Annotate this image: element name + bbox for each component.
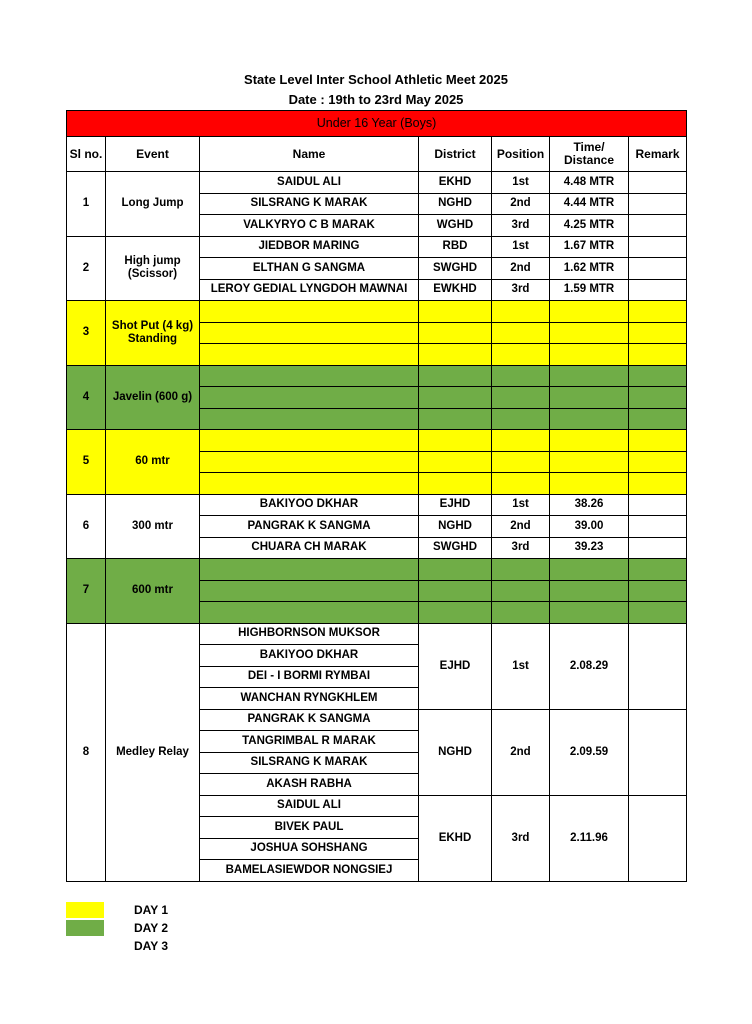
athlete-time	[550, 430, 629, 452]
athlete-time: 4.25 MTR	[550, 215, 629, 237]
athlete-district: WGHD	[419, 215, 492, 237]
athlete-time	[550, 408, 629, 430]
table-row	[67, 559, 687, 581]
athlete-district	[419, 559, 492, 581]
athlete-remark	[629, 559, 687, 581]
header-event: Event	[106, 137, 200, 172]
legend-swatch-day2	[66, 920, 104, 936]
athlete-remark	[629, 344, 687, 366]
athlete-district: RBD	[419, 236, 492, 258]
athlete-remark	[629, 494, 687, 516]
athlete-name: PANGRAK K SANGMA	[200, 516, 419, 538]
athlete-position: 1st	[492, 236, 550, 258]
athlete-position	[492, 365, 550, 387]
event-dates: Date : 19th to 23rd May 2025	[288, 92, 464, 107]
athlete-time: 38.26	[550, 494, 629, 516]
relay-member-name: SAIDUL ALI	[200, 795, 419, 817]
athlete-time: 39.23	[550, 537, 629, 559]
athlete-position	[492, 408, 550, 430]
athlete-name	[200, 301, 419, 323]
relay-member-name: WANCHAN RYNGKHLEM	[200, 688, 419, 710]
athlete-remark	[629, 473, 687, 495]
athlete-district: EJHD	[419, 494, 492, 516]
athlete-position: 1st	[492, 494, 550, 516]
event-name: 600 mtr	[106, 559, 200, 624]
relay-remark	[629, 709, 687, 795]
athlete-remark	[629, 365, 687, 387]
athlete-position	[492, 473, 550, 495]
table-row	[67, 172, 687, 194]
athlete-name: ELTHAN G SANGMA	[200, 258, 419, 280]
relay-member-name: BIVEK PAUL	[200, 817, 419, 839]
header-time: Time/ Distance	[550, 137, 629, 172]
athlete-district: EWKHD	[419, 279, 492, 301]
event-sl: 1	[67, 172, 106, 237]
athlete-name	[200, 430, 419, 452]
athlete-time	[550, 559, 629, 581]
event-name: 300 mtr	[106, 494, 200, 559]
table-header-row	[67, 137, 687, 172]
athlete-time	[550, 344, 629, 366]
event-name: High jump (Scissor)	[106, 236, 200, 301]
athlete-remark	[629, 537, 687, 559]
relay-time: 2.08.29	[550, 623, 629, 709]
athlete-district: SWGHD	[419, 258, 492, 280]
header-district: District	[419, 137, 492, 172]
athlete-time	[550, 387, 629, 409]
athlete-position	[492, 430, 550, 452]
athlete-district	[419, 301, 492, 323]
athlete-remark	[629, 580, 687, 602]
athlete-district: EKHD	[419, 172, 492, 194]
athlete-name	[200, 602, 419, 624]
athlete-district	[419, 602, 492, 624]
athlete-remark	[629, 387, 687, 409]
relay-time: 2.09.59	[550, 709, 629, 795]
athlete-remark	[629, 322, 687, 344]
relay-district: NGHD	[419, 709, 492, 795]
table-row	[67, 430, 687, 452]
athlete-remark	[629, 408, 687, 430]
athlete-time	[550, 451, 629, 473]
relay-position: 1st	[492, 623, 550, 709]
athlete-remark	[629, 215, 687, 237]
table-row	[67, 365, 687, 387]
athlete-district	[419, 451, 492, 473]
athlete-district	[419, 473, 492, 495]
athlete-position: 1st	[492, 172, 550, 194]
event-sl: 4	[67, 365, 106, 430]
athlete-district: NGHD	[419, 516, 492, 538]
relay-district: EKHD	[419, 795, 492, 881]
athlete-district	[419, 387, 492, 409]
athlete-district	[419, 344, 492, 366]
legend-label-day2: DAY 2	[134, 921, 169, 935]
athlete-position	[492, 580, 550, 602]
relay-district: EJHD	[419, 623, 492, 709]
athlete-remark	[629, 258, 687, 280]
event-sl: 2	[67, 236, 106, 301]
athlete-name	[200, 473, 419, 495]
page-title: State Level Inter School Athletic Meet 2025	[244, 72, 508, 87]
athlete-position: 2nd	[492, 258, 550, 280]
event-name: Shot Put (4 kg) Standing	[106, 301, 200, 366]
athlete-district	[419, 408, 492, 430]
category-banner: Under 16 Year (Boys)	[67, 111, 687, 137]
athlete-remark	[629, 236, 687, 258]
athlete-name	[200, 322, 419, 344]
athlete-time	[550, 602, 629, 624]
athlete-name: BAKIYOO DKHAR	[200, 494, 419, 516]
athlete-position	[492, 451, 550, 473]
legend-label-day1: DAY 1	[134, 903, 169, 917]
athlete-time	[550, 301, 629, 323]
athlete-name	[200, 344, 419, 366]
athlete-time: 1.67 MTR	[550, 236, 629, 258]
athlete-position	[492, 322, 550, 344]
athlete-time: 4.44 MTR	[550, 193, 629, 215]
results-table	[66, 110, 687, 882]
relay-member-name: BAKIYOO DKHAR	[200, 645, 419, 667]
athlete-time: 1.62 MTR	[550, 258, 629, 280]
athlete-name: SAIDUL ALI	[200, 172, 419, 194]
relay-position: 2nd	[492, 709, 550, 795]
athlete-time: 1.59 MTR	[550, 279, 629, 301]
relay-member-name: TANGRIMBAL R MARAK	[200, 731, 419, 753]
athlete-time	[550, 322, 629, 344]
athlete-remark	[629, 172, 687, 194]
relay-member-name: HIGHBORNSON MUKSOR	[200, 623, 419, 645]
event-name: Javelin (600 g)	[106, 365, 200, 430]
athlete-district	[419, 430, 492, 452]
table-row	[67, 494, 687, 516]
relay-time: 2.11.96	[550, 795, 629, 881]
athlete-remark	[629, 301, 687, 323]
athlete-district: SWGHD	[419, 537, 492, 559]
athlete-district: NGHD	[419, 193, 492, 215]
relay-remark	[629, 623, 687, 709]
athlete-time	[550, 580, 629, 602]
relay-member-name: BAMELASIEWDOR NONGSIEJ	[200, 860, 419, 882]
event-sl: 5	[67, 430, 106, 495]
athlete-position: 2nd	[492, 516, 550, 538]
athlete-remark	[629, 430, 687, 452]
athlete-position	[492, 344, 550, 366]
relay-member-name: PANGRAK K SANGMA	[200, 709, 419, 731]
header-remark: Remark	[629, 137, 687, 172]
athlete-district	[419, 580, 492, 602]
athlete-name: VALKYRYO C B MARAK	[200, 215, 419, 237]
athlete-time	[550, 365, 629, 387]
athlete-time: 4.48 MTR	[550, 172, 629, 194]
legend-label-day3: DAY 3	[134, 939, 169, 953]
header-sl: Sl no.	[67, 137, 106, 172]
event-name: 60 mtr	[106, 430, 200, 495]
athlete-name: CHUARA CH MARAK	[200, 537, 419, 559]
athlete-name: JIEDBOR MARING	[200, 236, 419, 258]
athlete-name	[200, 387, 419, 409]
legend-swatch-day1	[66, 902, 104, 918]
athlete-time	[550, 473, 629, 495]
athlete-position: 3rd	[492, 279, 550, 301]
athlete-name	[200, 559, 419, 581]
header-position: Position	[492, 137, 550, 172]
table-row	[67, 623, 687, 645]
athlete-position	[492, 602, 550, 624]
header-name: Name	[200, 137, 419, 172]
event-sl: 8	[67, 623, 106, 881]
athlete-position: 2nd	[492, 193, 550, 215]
table-row	[67, 301, 687, 323]
relay-position: 3rd	[492, 795, 550, 881]
athlete-position	[492, 559, 550, 581]
athlete-name: LEROY GEDIAL LYNGDOH MAWNAI	[200, 279, 419, 301]
athlete-position	[492, 387, 550, 409]
athlete-name	[200, 451, 419, 473]
athlete-district	[419, 322, 492, 344]
athlete-name	[200, 365, 419, 387]
athlete-remark	[629, 451, 687, 473]
athlete-remark	[629, 279, 687, 301]
athlete-name	[200, 408, 419, 430]
relay-member-name: SILSRANG K MARAK	[200, 752, 419, 774]
relay-member-name: DEI - I BORMI RYMBAI	[200, 666, 419, 688]
event-name: Medley Relay	[106, 623, 200, 881]
relay-member-name: JOSHUA SOHSHANG	[200, 838, 419, 860]
athlete-remark	[629, 602, 687, 624]
athlete-position	[492, 301, 550, 323]
relay-member-name: AKASH RABHA	[200, 774, 419, 796]
event-sl: 7	[67, 559, 106, 624]
athlete-time: 39.00	[550, 516, 629, 538]
event-name: Long Jump	[106, 172, 200, 237]
athlete-remark	[629, 516, 687, 538]
athlete-name	[200, 580, 419, 602]
athlete-remark	[629, 193, 687, 215]
table-row	[67, 236, 687, 258]
athlete-position: 3rd	[492, 537, 550, 559]
event-sl: 3	[67, 301, 106, 366]
event-sl: 6	[67, 494, 106, 559]
athlete-district	[419, 365, 492, 387]
athlete-position: 3rd	[492, 215, 550, 237]
athlete-name: SILSRANG K MARAK	[200, 193, 419, 215]
relay-remark	[629, 795, 687, 881]
